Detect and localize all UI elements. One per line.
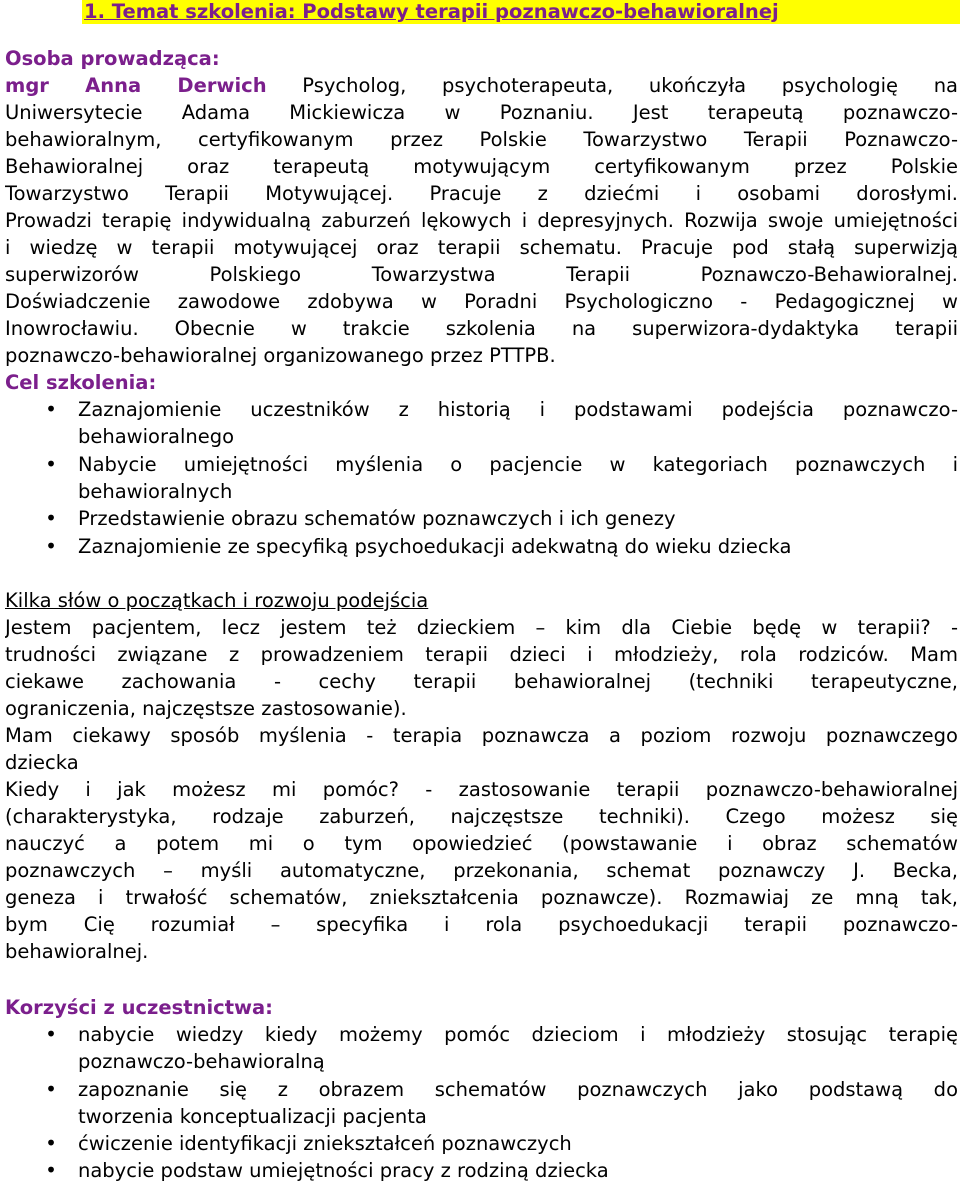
- trainer-bio-line-8: Doświadczenie zawodowe zdobywa w Poradni Psychologiczno - Pedagogicznej w: [5, 290, 958, 313]
- program-line-5: dziecka: [5, 751, 79, 774]
- trainer-bio-line-1: Uniwersytecie Adama Mickiewicza w Poznaniu. Jest terapeutą poznawczo-: [5, 101, 958, 124]
- program-line-9: poznawczych – myśli automatyczne, przekonania, schemat poznawczy J. Becka,: [5, 859, 958, 882]
- title-section: [0, 0, 960, 24]
- program-line-1: trudności związane z prowadzeniem terapii dzieci i młodzieży, rola rodziców. Mam: [5, 643, 958, 666]
- benefit-bullet-1: •: [45, 1077, 57, 1101]
- trainer-bio-line-3: Behawioralnej oraz terapeutą motywującym certyfikowanym przez Polskie: [5, 155, 958, 178]
- trainer-bio-line-10: poznawczo-behawioralnej organizowanego przez PTTPB.: [5, 344, 556, 367]
- trainer-bio-line-9: Inowrocławiu. Obecnie w trakcie szkolenia na superwizora-dydaktyka terapii: [5, 317, 958, 340]
- program-line-3: ograniczenia, najczęstsze zastosowanie).: [5, 697, 407, 720]
- trainer-bio-line-7: superwizorów Polskiego Towarzystwa Terapii Poznawczo-Behawioralnej.: [5, 263, 958, 286]
- goal-item-0-line-1: behawioralnego: [78, 425, 235, 448]
- goal-bullet-2: •: [45, 506, 57, 530]
- program-line-2: ciekawe zachowania - cechy terapii behawioralnej (techniki terapeutyczne,: [5, 670, 958, 693]
- program-line-8: nauczyć a potem mi o tym opowiedzieć (powstawanie i obraz schematów: [5, 832, 958, 855]
- benefit-item-2-line-0: ćwiczenie identyfikacji zniekształceń poznawczych: [78, 1132, 572, 1155]
- goal-item-3-line-0: Zaznajomienie ze specyfiką psychoedukacji adekwatną do wieku dziecka: [78, 535, 792, 558]
- trainer-bio-line-5: Prowadzi terapię indywidualną zaburzeń lękowych i depresyjnych. Rozwija swoje umiejętności: [5, 209, 958, 232]
- goal-item-2-line-0: Przedstawienie obrazu schematów poznawczych i ich genezy: [78, 507, 676, 530]
- program-line-4: Mam ciekawy sposób myślenia - terapia poznawcza a poziom rozwoju poznawczego: [5, 724, 958, 747]
- goal-item-1-line-1: behawioralnych: [78, 480, 233, 503]
- benefit-bullet-0: •: [45, 1022, 57, 1046]
- program-line-12: behawioralnej.: [5, 940, 149, 963]
- page-title: 1. Temat szkolenia: Podstawy terapii poznawczo-behawioralnej: [84, 0, 779, 23]
- program-line-0: Jestem pacjentem, lecz jestem też dzieckiem – kim dla Ciebie będę w terapii? -: [5, 616, 958, 639]
- program-line-11: bym Cię rozumiał – specyfika i rola psychoedukacji terapii poznawczo-: [5, 913, 958, 936]
- benefit-item-0-line-1: poznawczo-behawioralną: [78, 1050, 325, 1073]
- goal-item-0-line-0: Zaznajomienie uczestników z historią i podstawami podejścia poznawczo-: [78, 398, 958, 421]
- benefit-item-1-line-0: zapoznanie się z obrazem schematów poznawczych jako podstawą do: [78, 1078, 958, 1101]
- trainer-bio-line-6: i wiedzę w terapii motywującej oraz terapii schematu. Pracuje pod stałą superwizją: [5, 236, 958, 259]
- trainer-heading: Osoba prowadząca:: [5, 47, 220, 70]
- program-line-7: (charakterystyka, rodzaje zaburzeń, najczęstsze techniki). Czego możesz się: [5, 805, 958, 828]
- benefit-bullet-2: •: [45, 1131, 57, 1155]
- program-line-6: Kiedy i jak możesz mi pomóc? - zastosowanie terapii poznawczo-behawioralnej: [5, 778, 958, 801]
- goal-item-1-line-0: Nabycie umiejętności myślenia o pacjencie w kategoriach poznawczych i: [78, 453, 958, 476]
- program-heading: Kilka słów o początkach i rozwoju podejścia: [5, 589, 429, 612]
- benefit-item-1-line-1: tworzenia konceptualizacji pacjenta: [78, 1105, 427, 1128]
- goal-bullet-0: •: [45, 397, 57, 421]
- goal-bullet-1: •: [45, 452, 57, 476]
- trainer-bio-line-2: behawioralnym, certyfikowanym przez Polskie Towarzystwo Terapii Poznawczo-: [5, 128, 958, 151]
- program-line-10: geneza i trwałość schematów, zniekształcenia poznawcze). Rozmawiaj ze mną tak,: [5, 886, 958, 909]
- goals-heading: Cel szkolenia:: [5, 371, 157, 394]
- trainer-bio-line-4: Towarzystwo Terapii Motywującej. Pracuje z dziećmi i osobami dorosłymi.: [5, 182, 958, 205]
- trainer-name: mgr Anna Derwich: [5, 74, 267, 97]
- benefit-bullet-3: •: [45, 1158, 57, 1182]
- benefit-item-3-line-0: nabycie podstaw umiejętności pracy z rodziną dziecka: [78, 1159, 609, 1182]
- goal-bullet-3: •: [45, 534, 57, 558]
- benefits-heading: Korzyści z uczestnictwa:: [5, 996, 273, 1019]
- trainer-bio-line-0: mgr Anna Derwich Psycholog, psychoterapeuta, ukończyła psychologię na: [5, 74, 958, 97]
- benefit-item-0-line-0: nabycie wiedzy kiedy możemy pomóc dzieciom i młodzieży stosując terapię: [78, 1023, 958, 1046]
